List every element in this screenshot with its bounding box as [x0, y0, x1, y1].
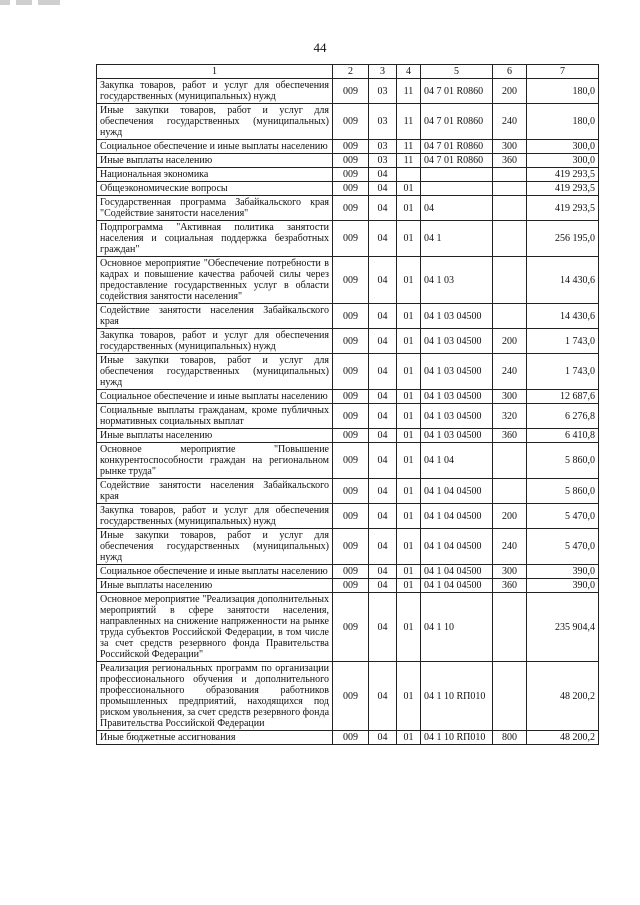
- expense-type-cell: [493, 168, 527, 182]
- section-cell: 04: [369, 354, 397, 390]
- table-row: [97, 429, 599, 443]
- target-article-cell: 04 1 04 04500: [421, 479, 493, 504]
- target-article-cell: 04 1 04 04500: [421, 579, 493, 593]
- expense-type-cell: [493, 257, 527, 304]
- ministry-code-cell: 009: [333, 304, 369, 329]
- expense-type-cell: 320: [493, 404, 527, 429]
- target-article-cell: 04 1 03 04500: [421, 429, 493, 443]
- ministry-code-cell: 009: [333, 182, 369, 196]
- ministry-code-cell: 009: [333, 504, 369, 529]
- target-article-cell: 04 7 01 R0860: [421, 140, 493, 154]
- target-article-cell: 04 1 04 04500: [421, 565, 493, 579]
- target-article-cell: 04 1 03 04500: [421, 329, 493, 354]
- page-number: 44: [313, 40, 327, 55]
- amount-cell: 390,0: [527, 579, 599, 593]
- target-article-cell: 04 1 10 RП010: [421, 662, 493, 731]
- subsection-cell: 01: [397, 221, 421, 257]
- ministry-code-cell: 009: [333, 443, 369, 479]
- section-cell: 04: [369, 662, 397, 731]
- section-cell: 04: [369, 221, 397, 257]
- target-article-cell: 04 1 03: [421, 257, 493, 304]
- expense-type-cell: 300: [493, 565, 527, 579]
- amount-cell: 419 293,5: [527, 196, 599, 221]
- section-cell: 04: [369, 196, 397, 221]
- amount-cell: 5 470,0: [527, 504, 599, 529]
- row-name-cell: Основное мероприятие "Повышение конкурентоспособности граждан на региональном рынке труда": [97, 443, 333, 479]
- target-article-cell: 04 7 01 R0860: [421, 79, 493, 104]
- subsection-cell: 01: [397, 529, 421, 565]
- table-row: [97, 182, 599, 196]
- expense-type-cell: 240: [493, 529, 527, 565]
- section-cell: 04: [369, 329, 397, 354]
- table-row: [97, 140, 599, 154]
- row-name-cell: Иные закупки товаров, работ и услуг для обеспечения государственных (муниципальных) нужд: [97, 529, 333, 565]
- ministry-code-cell: 009: [333, 354, 369, 390]
- row-name-cell: Социальное обеспечение и иные выплаты населению: [97, 140, 333, 154]
- ministry-code-cell: 009: [333, 390, 369, 404]
- amount-cell: 419 293,5: [527, 182, 599, 196]
- ministry-code-cell: 009: [333, 329, 369, 354]
- column-header: 3: [369, 65, 397, 79]
- target-article-cell: 04 1 03 04500: [421, 404, 493, 429]
- target-article-cell: [421, 168, 493, 182]
- subsection-cell: 01: [397, 565, 421, 579]
- table-row: [97, 479, 599, 504]
- row-name-cell: Основное мероприятие "Обеспечение потребности в кадрах и повышение качества рабочей силы через предоставление государственных услуг в области содействия занятости населения": [97, 257, 333, 304]
- ministry-code-cell: 009: [333, 196, 369, 221]
- section-cell: 04: [369, 182, 397, 196]
- row-name-cell: Общеэкономические вопросы: [97, 182, 333, 196]
- row-name-cell: Социальное обеспечение и иные выплаты населению: [97, 390, 333, 404]
- row-name-cell: Национальная экономика: [97, 168, 333, 182]
- amount-cell: 235 904,4: [527, 593, 599, 662]
- section-cell: 04: [369, 565, 397, 579]
- target-article-cell: 04 1 10: [421, 593, 493, 662]
- table-row: [97, 104, 599, 140]
- subsection-cell: 11: [397, 104, 421, 140]
- scan-corner-mark: [0, 0, 62, 8]
- expense-type-cell: [493, 593, 527, 662]
- target-article-cell: 04 1 04 04500: [421, 504, 493, 529]
- ministry-code-cell: 009: [333, 404, 369, 429]
- row-name-cell: Иные закупки товаров, работ и услуг для обеспечения государственных (муниципальных) нужд: [97, 354, 333, 390]
- amount-cell: 180,0: [527, 79, 599, 104]
- column-header: 5: [421, 65, 493, 79]
- row-name-cell: Социальное обеспечение и иные выплаты населению: [97, 565, 333, 579]
- target-article-cell: 04 1 04: [421, 443, 493, 479]
- row-name-cell: Закупка товаров, работ и услуг для обеспечения государственных (муниципальных) нужд: [97, 329, 333, 354]
- amount-cell: 5 470,0: [527, 529, 599, 565]
- table-row: [97, 565, 599, 579]
- section-cell: 04: [369, 504, 397, 529]
- table-row: [97, 304, 599, 329]
- ministry-code-cell: 009: [333, 104, 369, 140]
- subsection-cell: 01: [397, 404, 421, 429]
- expense-type-cell: 800: [493, 731, 527, 745]
- section-cell: 03: [369, 104, 397, 140]
- ministry-code-cell: 009: [333, 731, 369, 745]
- subsection-cell: 01: [397, 390, 421, 404]
- target-article-cell: 04 1 03 04500: [421, 304, 493, 329]
- row-name-cell: Социальные выплаты гражданам, кроме публичных нормативных социальных выплат: [97, 404, 333, 429]
- expense-type-cell: [493, 662, 527, 731]
- amount-cell: 12 687,6: [527, 390, 599, 404]
- subsection-cell: 01: [397, 354, 421, 390]
- target-article-cell: 04 1 04 04500: [421, 529, 493, 565]
- amount-cell: 48 200,2: [527, 662, 599, 731]
- row-name-cell: Основное мероприятие "Реализация дополнительных мероприятий в сфере занятости населения, направленных на снижение напряженности на рынке труда субъектов Российской Федерации, в том числе за счет средств резервного фонда Правительства Российской Федерации": [97, 593, 333, 662]
- row-name-cell: Реализация региональных программ по организации профессионального обучения и дополнительного профессионального образования работников промышленных предприятий, находящихся под риском увольнения, за счет средств резервного фонда Правительства Российской Федерации: [97, 662, 333, 731]
- expense-type-cell: [493, 479, 527, 504]
- table-row: [97, 504, 599, 529]
- amount-cell: 1 743,0: [527, 354, 599, 390]
- target-article-cell: [421, 182, 493, 196]
- table-row: [97, 354, 599, 390]
- ministry-code-cell: 009: [333, 429, 369, 443]
- subsection-cell: 01: [397, 579, 421, 593]
- ministry-code-cell: 009: [333, 479, 369, 504]
- table-row: [97, 79, 599, 104]
- subsection-cell: 11: [397, 79, 421, 104]
- column-header: 7: [527, 65, 599, 79]
- amount-cell: 5 860,0: [527, 479, 599, 504]
- amount-cell: 390,0: [527, 565, 599, 579]
- budget-table: [96, 64, 599, 745]
- expense-type-cell: [493, 182, 527, 196]
- target-article-cell: 04 7 01 R0860: [421, 104, 493, 140]
- ministry-code-cell: 009: [333, 79, 369, 104]
- table-row: [97, 443, 599, 479]
- expense-type-cell: [493, 221, 527, 257]
- table-row: [97, 168, 599, 182]
- ministry-code-cell: 009: [333, 221, 369, 257]
- target-article-cell: 04 1: [421, 221, 493, 257]
- amount-cell: 300,0: [527, 140, 599, 154]
- table-row: [97, 329, 599, 354]
- expense-type-cell: 200: [493, 504, 527, 529]
- table-row: [97, 579, 599, 593]
- expense-type-cell: [493, 304, 527, 329]
- section-cell: 04: [369, 404, 397, 429]
- table-row: [97, 529, 599, 565]
- expense-type-cell: [493, 443, 527, 479]
- ministry-code-cell: 009: [333, 662, 369, 731]
- table-row: [97, 154, 599, 168]
- table-header-row: [97, 65, 599, 79]
- target-article-cell: 04 1 03 04500: [421, 390, 493, 404]
- subsection-cell: 01: [397, 257, 421, 304]
- subsection-cell: 11: [397, 154, 421, 168]
- subsection-cell: 01: [397, 429, 421, 443]
- subsection-cell: [397, 168, 421, 182]
- subsection-cell: 01: [397, 479, 421, 504]
- table-row: [97, 593, 599, 662]
- ministry-code-cell: 009: [333, 140, 369, 154]
- row-name-cell: Иные выплаты населению: [97, 154, 333, 168]
- amount-cell: 300,0: [527, 154, 599, 168]
- amount-cell: 6 410,8: [527, 429, 599, 443]
- expense-type-cell: 240: [493, 354, 527, 390]
- column-header: 1: [97, 65, 333, 79]
- amount-cell: 180,0: [527, 104, 599, 140]
- section-cell: 04: [369, 529, 397, 565]
- table-row: [97, 221, 599, 257]
- target-article-cell: 04 7 01 R0860: [421, 154, 493, 168]
- amount-cell: 6 276,8: [527, 404, 599, 429]
- amount-cell: 48 200,2: [527, 731, 599, 745]
- row-name-cell: Иные закупки товаров, работ и услуг для обеспечения государственных (муниципальных) нужд: [97, 104, 333, 140]
- row-name-cell: Закупка товаров, работ и услуг для обеспечения государственных (муниципальных) нужд: [97, 504, 333, 529]
- amount-cell: 14 430,6: [527, 304, 599, 329]
- row-name-cell: Содействие занятости населения Забайкальского края: [97, 479, 333, 504]
- table-row: [97, 731, 599, 745]
- section-cell: 04: [369, 443, 397, 479]
- subsection-cell: 01: [397, 731, 421, 745]
- subsection-cell: 01: [397, 304, 421, 329]
- amount-cell: 1 743,0: [527, 329, 599, 354]
- section-cell: 04: [369, 304, 397, 329]
- amount-cell: 256 195,0: [527, 221, 599, 257]
- section-cell: 04: [369, 429, 397, 443]
- table-row: [97, 196, 599, 221]
- expense-type-cell: 300: [493, 140, 527, 154]
- subsection-cell: 01: [397, 443, 421, 479]
- ministry-code-cell: 009: [333, 154, 369, 168]
- subsection-cell: 01: [397, 504, 421, 529]
- section-cell: 04: [369, 731, 397, 745]
- target-article-cell: 04 1 03 04500: [421, 354, 493, 390]
- amount-cell: 419 293,5: [527, 168, 599, 182]
- section-cell: 03: [369, 140, 397, 154]
- section-cell: 04: [369, 257, 397, 304]
- row-name-cell: Содействие занятости населения Забайкальского края: [97, 304, 333, 329]
- section-cell: 04: [369, 593, 397, 662]
- row-name-cell: Иные выплаты населению: [97, 429, 333, 443]
- expense-type-cell: 360: [493, 579, 527, 593]
- section-cell: 03: [369, 154, 397, 168]
- expense-type-cell: [493, 196, 527, 221]
- expense-type-cell: 200: [493, 79, 527, 104]
- expense-type-cell: 240: [493, 104, 527, 140]
- table-row: [97, 257, 599, 304]
- expense-type-cell: 300: [493, 390, 527, 404]
- subsection-cell: 01: [397, 593, 421, 662]
- table-row: [97, 404, 599, 429]
- section-cell: 03: [369, 79, 397, 104]
- ministry-code-cell: 009: [333, 257, 369, 304]
- expense-type-cell: 200: [493, 329, 527, 354]
- amount-cell: 5 860,0: [527, 443, 599, 479]
- column-header: 2: [333, 65, 369, 79]
- ministry-code-cell: 009: [333, 593, 369, 662]
- row-name-cell: Подпрограмма "Активная политика занятости населения и социальная поддержка безработных граждан": [97, 221, 333, 257]
- expense-type-cell: 360: [493, 429, 527, 443]
- column-header: 6: [493, 65, 527, 79]
- row-name-cell: Иные выплаты населению: [97, 579, 333, 593]
- ministry-code-cell: 009: [333, 168, 369, 182]
- row-name-cell: Государственная программа Забайкальского края "Содействие занятости населения": [97, 196, 333, 221]
- target-article-cell: 04 1 10 RП010: [421, 731, 493, 745]
- subsection-cell: 11: [397, 140, 421, 154]
- ministry-code-cell: 009: [333, 579, 369, 593]
- row-name-cell: Закупка товаров, работ и услуг для обеспечения государственных (муниципальных) нужд: [97, 79, 333, 104]
- subsection-cell: 01: [397, 182, 421, 196]
- section-cell: 04: [369, 168, 397, 182]
- subsection-cell: 01: [397, 329, 421, 354]
- subsection-cell: 01: [397, 196, 421, 221]
- row-name-cell: Иные бюджетные ассигнования: [97, 731, 333, 745]
- table-row: [97, 662, 599, 731]
- ministry-code-cell: 009: [333, 529, 369, 565]
- ministry-code-cell: 009: [333, 565, 369, 579]
- column-header: 4: [397, 65, 421, 79]
- amount-cell: 14 430,6: [527, 257, 599, 304]
- table-row: [97, 390, 599, 404]
- section-cell: 04: [369, 479, 397, 504]
- target-article-cell: 04: [421, 196, 493, 221]
- section-cell: 04: [369, 579, 397, 593]
- subsection-cell: 01: [397, 662, 421, 731]
- expense-type-cell: 360: [493, 154, 527, 168]
- section-cell: 04: [369, 390, 397, 404]
